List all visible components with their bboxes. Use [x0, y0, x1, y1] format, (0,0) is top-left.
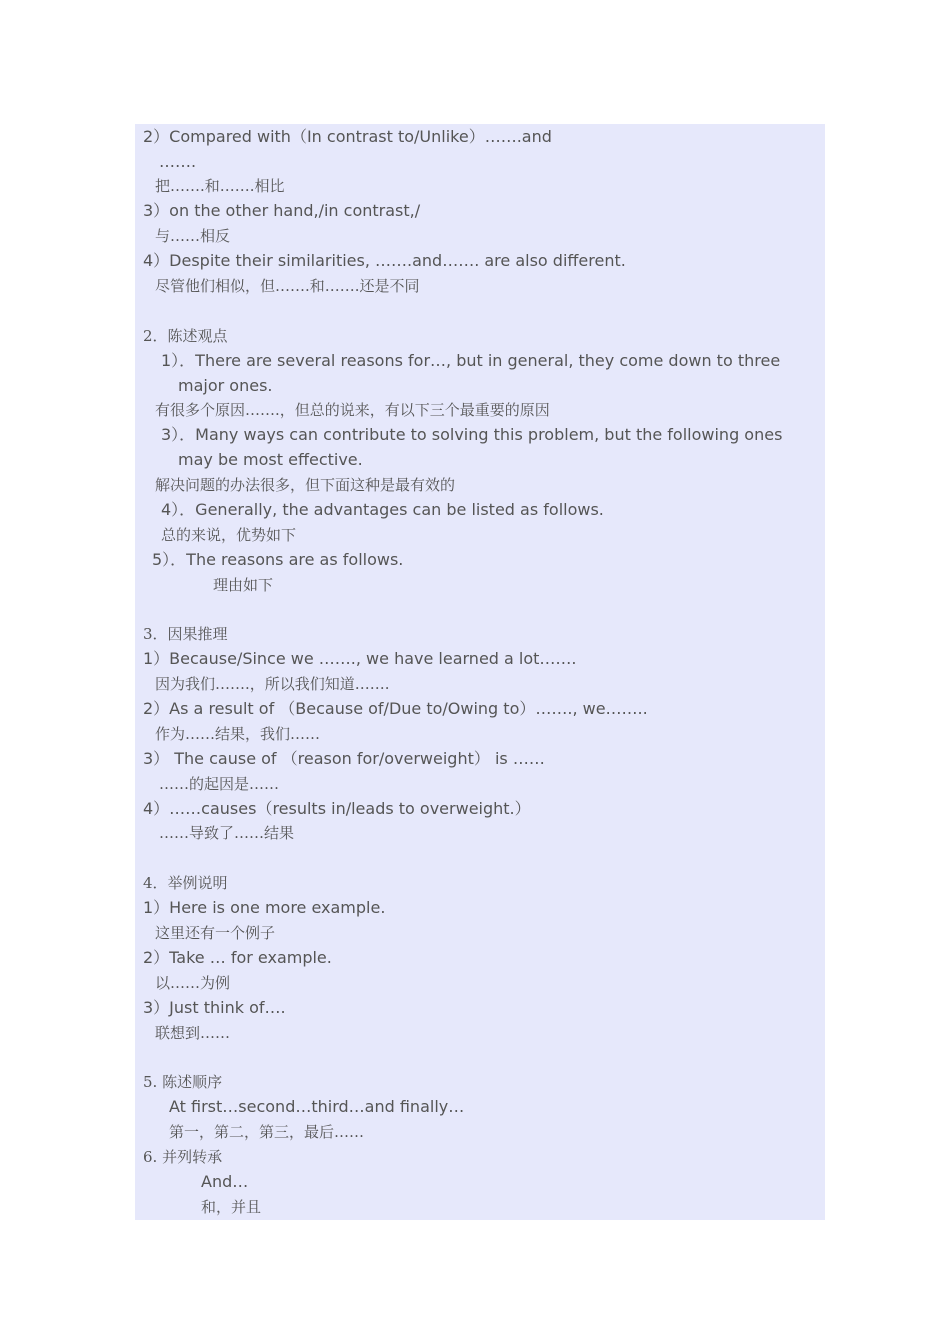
chinese-translation-line: 3．因果推理 — [143, 625, 228, 643]
english-phrase-line: ……. — [159, 152, 197, 171]
chinese-translation-line: 有很多个原因…….，但总的说来，有以下三个最重要的原因 — [155, 401, 550, 419]
chinese-translation-line: 理由如下 — [213, 576, 274, 594]
chinese-translation-line: 把…….和…….相比 — [155, 177, 285, 195]
chinese-translation-line: 与……相反 — [155, 227, 231, 245]
english-phrase-line: 3） The cause of （reason for/overweight） is …… — [143, 749, 545, 768]
english-phrase-line: 2）As a result of （Because of/Due to/Owing to）……., we…….. — [143, 699, 648, 718]
english-phrase-line: major ones. — [178, 376, 273, 395]
chinese-translation-line: ……的起因是…… — [159, 775, 280, 793]
english-phrase-line: 1）Because/Since we ……., we have learned a lot……. — [143, 649, 577, 668]
english-phrase-line: 1）．There are several reasons for…, but in general, they come down to three — [161, 351, 781, 370]
english-phrase-line: 3）on the other hand,/in contrast,/ — [143, 201, 421, 220]
chinese-translation-line: 5. 陈述顺序 — [143, 1073, 223, 1091]
chinese-translation-line: 联想到…… — [155, 1024, 231, 1042]
chinese-translation-line: 以……为例 — [155, 974, 231, 992]
chinese-translation-line: 4．举例说明 — [143, 874, 228, 892]
english-phrase-line: 1）Here is one more example. — [143, 898, 386, 917]
english-phrase-line: 4）Despite their similarities, …….and……. are also different. — [143, 251, 626, 270]
english-phrase-line: 2）Compared with（In contrast to/Unlike）…….and — [143, 127, 552, 146]
chinese-translation-line: 这里还有一个例子 — [155, 924, 276, 942]
english-phrase-line: 2）Take … for example. — [143, 948, 332, 967]
chinese-translation-line: 和，并且 — [201, 1198, 262, 1216]
chinese-translation-line: ……导致了……结果 — [159, 824, 295, 842]
chinese-translation-line: 解决问题的办法很多，但下面这种是最有效的 — [155, 476, 456, 494]
english-phrase-line: 5）．The reasons are as follows. — [152, 550, 404, 569]
english-phrase-line: may be most effective. — [178, 450, 363, 469]
chinese-translation-line: 作为……结果，我们…… — [155, 725, 321, 743]
english-phrase-line: 4）……causes（results in/leads to overweight.） — [143, 799, 531, 818]
english-phrase-line: 3）．Many ways can contribute to solving this problem, but the following ones — [161, 425, 783, 444]
english-phrase-line: 3）Just think of…. — [143, 998, 286, 1017]
chinese-translation-line: 尽管他们相似，但…….和…….还是不同 — [155, 277, 420, 295]
chinese-translation-line: 因为我们…….，所以我们知道……. — [155, 675, 390, 693]
chinese-translation-line: 6. 并列转承 — [143, 1148, 223, 1166]
english-phrase-line: 4）．Generally, the advantages can be listed as follows. — [161, 500, 604, 519]
chinese-translation-line: 总的来说，优势如下 — [161, 526, 297, 544]
english-phrase-line: At first…second…third…and finally… — [169, 1097, 465, 1116]
chinese-translation-line: 2．陈述观点 — [143, 327, 228, 345]
english-phrase-line: And… — [201, 1172, 249, 1191]
chinese-translation-line: 第一，第二，第三，最后…… — [169, 1123, 365, 1141]
